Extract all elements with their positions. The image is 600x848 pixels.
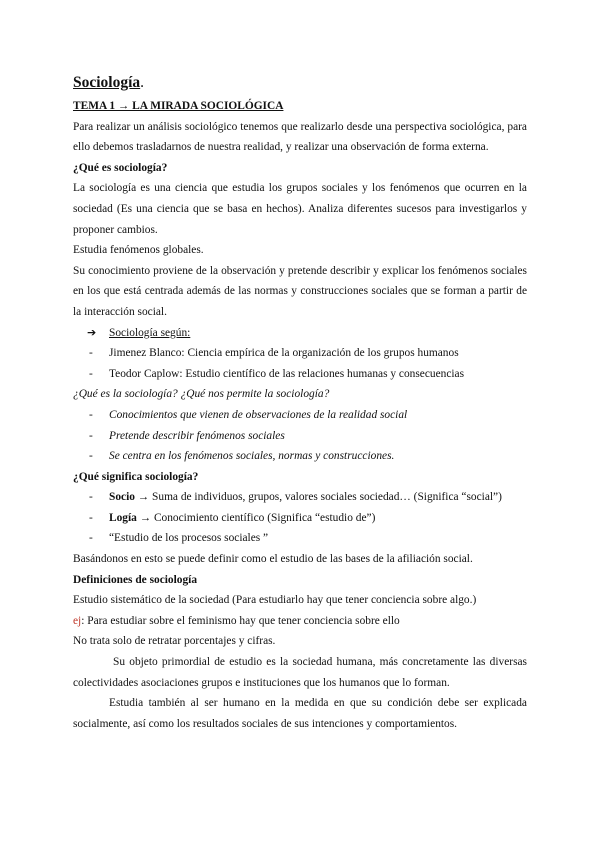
permite-list (73, 405, 527, 467)
example-line (73, 611, 527, 632)
que-es-paragraph-1: La sociología es una ciencia que estudia los grupos sociales y los fenómenos que ocurren en la sociedad (Es una ciencia que se basa en hechos). Analiza diferentes sucesos para investigarlos y proponer cambios. (73, 182, 527, 236)
dash-bullet: - (89, 347, 93, 360)
que-es-paragraph-2: Estudia fenómenos globales. (73, 244, 204, 257)
dash-bullet: - (89, 511, 93, 524)
list-item (73, 487, 527, 508)
dash-bullet: - (89, 408, 93, 421)
definiciones-paragraph-3: Su objeto primordial de estudio es la sociedad humana, más concretamente las diversas colectividades asociaciones grupos e instituciones que los humanos que lo forman. (73, 656, 527, 689)
segun-list (73, 343, 527, 384)
example-text: : Para estudiar sobre el feminismo hay que tener conciencia sobre ello (81, 614, 400, 627)
dash-bullet: - (89, 429, 93, 442)
list-item (73, 528, 527, 549)
segun-item-text: Teodor Caplow: Estudio científico de las relaciones humanas y consecuencias (109, 367, 465, 380)
significa-term: Socio (109, 491, 135, 504)
arrow-icon: ➔ (87, 325, 97, 339)
significa-definition: → Suma de individuos, grupos, valores sociales sociedad… (Significa “social”) (134, 491, 502, 504)
dash-bullet: - (89, 491, 93, 504)
permite-question: ¿Qué es la sociología? ¿Qué nos permite la sociología? (73, 388, 330, 401)
title-dot: . (140, 74, 145, 91)
intro-paragraph: Para realizar un análisis sociológico tenemos que realizarlo desde una perspectiva sociológica, para ello debemos trasladarnos de nuestra realidad, y realizar una observación de forma externa. (73, 120, 527, 154)
list-item (73, 426, 527, 447)
example-label: ej (73, 614, 82, 627)
document-page (73, 72, 527, 734)
que-es-paragraph-3: Su conocimiento proviene de la observación y pretende describir y explicar los fenómenos sociales en los que está centrada además de las normas y construcciones sociales que se forman a partir de la interacción social. (73, 264, 527, 318)
significa-definition: “Estudio de los procesos sociales ” (109, 532, 269, 545)
definiciones-heading: Definiciones de sociología (73, 573, 198, 586)
significa-list (73, 487, 527, 549)
title-text: Sociología (73, 74, 141, 91)
que-es-heading: ¿Qué es sociología? (73, 161, 168, 174)
basandonos-paragraph: Basándonos en esto se puede definir como el estudio de las bases de la afiliación social. (73, 553, 473, 566)
segun-item-text: Jimenez Blanco: Ciencia empírica de la organización de los grupos humanos (109, 347, 459, 360)
permite-item-text: Pretende describir fenómenos sociales (109, 429, 285, 442)
significa-heading: ¿Qué significa sociología? (73, 470, 199, 483)
permite-item-text: Conocimientos que vienen de observaciones de la realidad social (109, 408, 408, 421)
list-item (73, 343, 527, 364)
definiciones-paragraph-1: Estudio sistemático de la sociedad (Para estudiarlo hay que tener conciencia sobre algo.) (73, 594, 477, 607)
dash-bullet: - (89, 367, 93, 380)
definiciones-paragraph-2: No trata solo de retratar porcentajes y cifras. (73, 635, 276, 648)
permite-item-text: Se centra en los fenómenos sociales, normas y construcciones. (109, 450, 395, 463)
tema-heading: TEMA 1 → LA MIRADA SOCIOLÓGICA (73, 100, 284, 112)
segun-label: Sociología según: (109, 326, 191, 339)
significa-definition: → Conocimiento científico (Significa “estudio de”) (136, 511, 376, 524)
dash-bullet: - (89, 450, 93, 463)
list-item (73, 508, 527, 529)
significa-term: Logía (109, 511, 137, 524)
definiciones-paragraph-4: Estudia también al ser humano en la medida en que su condición debe ser explicada socialmente, así como los resultados sociales de sus intenciones y comportamientos. (73, 697, 527, 730)
document-title (73, 72, 527, 94)
list-item (73, 364, 527, 385)
dash-bullet: - (89, 532, 93, 545)
segun-label-item (73, 323, 527, 344)
list-item (73, 405, 527, 426)
list-item (73, 446, 527, 467)
